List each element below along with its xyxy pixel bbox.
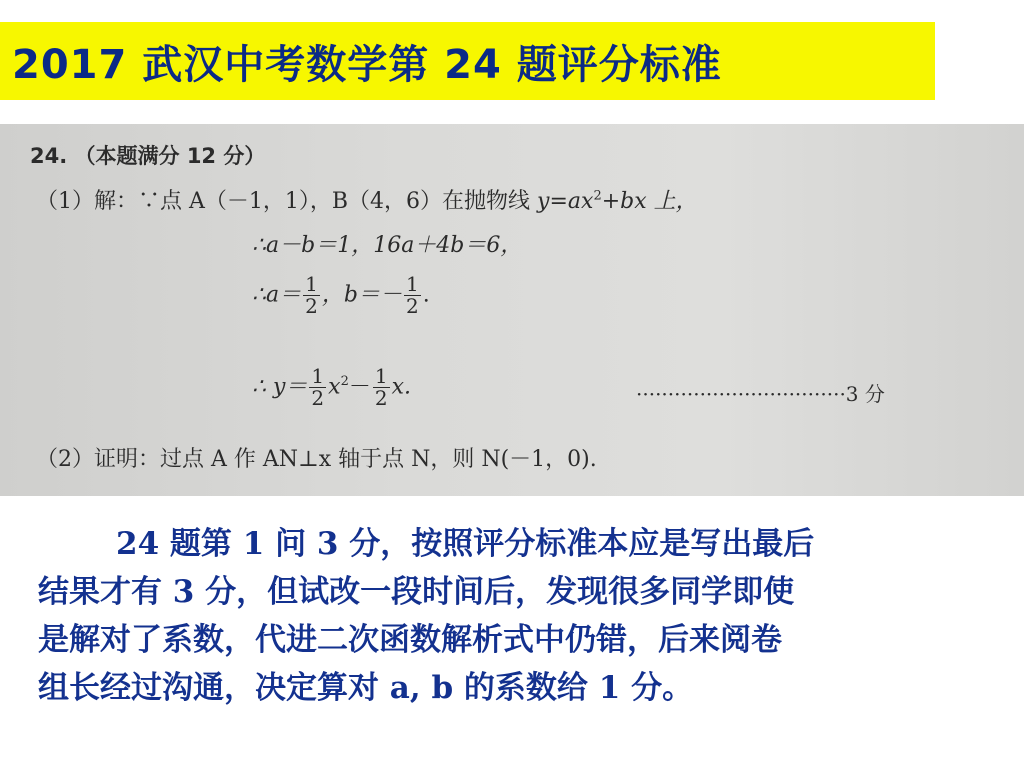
fraction-num: 1 [374, 364, 388, 388]
step2-end: . [422, 282, 430, 308]
step3-minus: － [348, 374, 371, 400]
step3-x: x. [391, 374, 412, 400]
fraction-num: 1 [305, 272, 318, 296]
part1-eq-exp: 2 [593, 188, 602, 204]
fraction-half-d [373, 366, 390, 409]
part1-eq-mid: =ax [549, 189, 594, 214]
part1-line [36, 184, 698, 215]
note-line-2: 结果才有 3 分，但试改一段时间后，发现很多同学即使 [38, 574, 795, 610]
step3-y: ∴ y＝ [252, 374, 308, 400]
part1-eq-tail: +bx 上， [601, 189, 698, 214]
step3-x2: x [328, 374, 341, 400]
title-banner [0, 22, 935, 100]
step3-sq: 2 [340, 374, 349, 390]
fraction-num: 1 [311, 364, 325, 388]
part2-line: （2）证明：过点 A 作 AN⊥x 轴于点 N，则 N(－1，0). [36, 447, 597, 472]
note-line-3: 是解对了系数，代进二次函数解析式中仍错，后来阅卷 [38, 622, 782, 658]
step1-line: ∴a－b＝1，16a＋4b＝6， [252, 233, 523, 258]
score-leader: ·································3 分 [636, 382, 885, 406]
slide-title: 2017 武汉中考数学第 24 题评分标准 [12, 41, 722, 88]
note-line-4: 组长经过沟通，决定算对 a, b 的系数给 1 分。 [38, 670, 694, 706]
fraction-den: 2 [305, 294, 318, 318]
step2-line [252, 274, 430, 317]
fraction-half-c [309, 366, 326, 409]
fraction-num: 1 [405, 272, 419, 296]
part1-prefix: （1）解：∵点 A（－1，1），B（4，6）在抛物线 [36, 189, 531, 214]
step3-line [252, 366, 411, 409]
scanned-answer-photo [0, 124, 1024, 496]
step2-a: ∴a＝ [252, 282, 302, 308]
fraction-den: 2 [374, 386, 388, 410]
note-line-1: 24 题第 1 问 3 分，按照评分标准本应是写出最后 [116, 526, 815, 562]
grading-note [38, 520, 998, 712]
question-header: 24. （本题满分 12 分） [30, 144, 266, 168]
fraction-half-b [404, 274, 421, 317]
part1-eq-y: y [537, 189, 550, 214]
fraction-half-a [303, 274, 320, 317]
fraction-den: 2 [405, 294, 419, 318]
fraction-den: 2 [311, 386, 325, 410]
step2-b: ，b＝－ [321, 282, 402, 308]
